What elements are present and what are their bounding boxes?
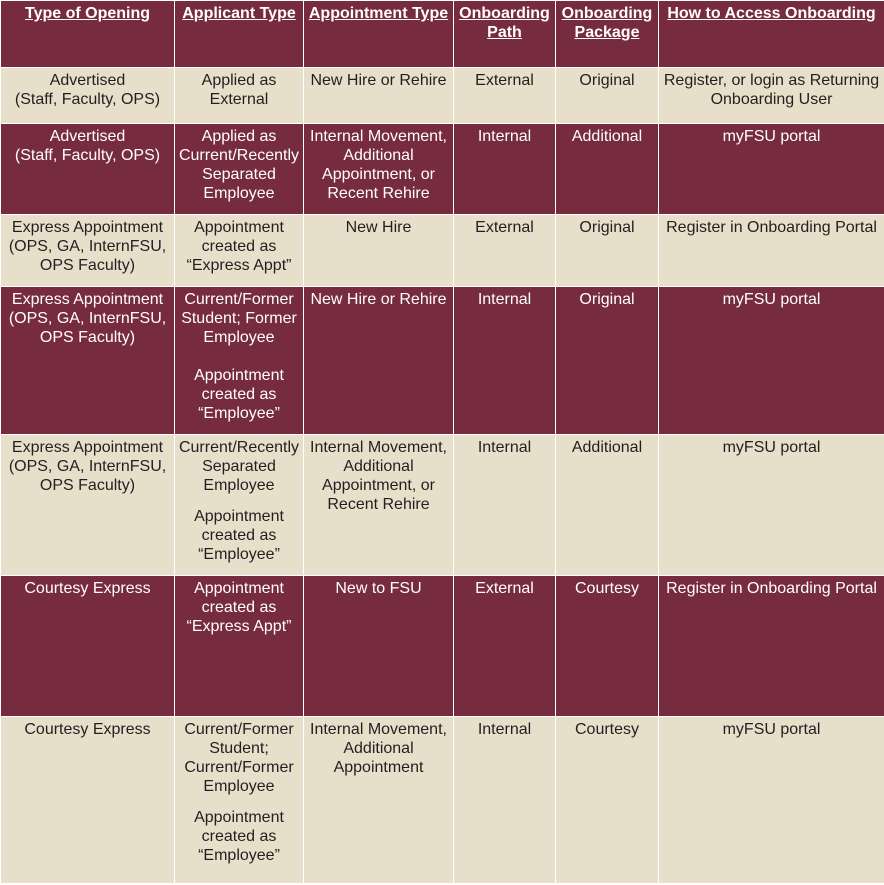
header-onboarding-path: Onboarding Path [454, 1, 556, 68]
table-row [1, 68, 884, 124]
cell-type-of-opening [1, 435, 175, 576]
table-row [1, 576, 884, 717]
cell-text: Advertised (Staff, Faculty, OPS) [14, 72, 161, 108]
cell-text: Express Appointment (OPS, GA, InternFSU, OPS Faculty) [8, 439, 167, 494]
cell-type-of-opening [1, 215, 175, 287]
cell-text: New Hire or Rehire [310, 72, 447, 89]
cell-text: Applied as External [201, 72, 277, 108]
cell-text: Internal [477, 291, 532, 308]
cell-how-to-access [659, 215, 884, 287]
cell-text: myFSU portal [722, 291, 821, 308]
cell-text: External [475, 72, 534, 89]
cell-onboarding-path [454, 576, 556, 717]
cell-text: Internal Movement, Additional Appointment, or Recent Rehire [310, 128, 447, 202]
cell-type-of-opening [1, 717, 175, 884]
cell-text: Applied as Current/Recently Separated Employee [178, 128, 300, 202]
cell-text: Advertised (Staff, Faculty, OPS) [14, 128, 161, 164]
cell-onboarding-package [556, 717, 659, 884]
cell-text: External [475, 580, 534, 597]
table-row [1, 717, 884, 884]
cell-text: Current/Former Student; Current/Former Employee [184, 721, 294, 795]
cell-text: Current/Former Student; Former Employee [181, 291, 297, 346]
cell-text: Additional [571, 128, 643, 145]
cell-how-to-access [659, 717, 884, 884]
cell-text: Additional [571, 439, 643, 456]
cell-text: myFSU portal [722, 439, 821, 456]
cell-how-to-access [659, 576, 884, 717]
table-body [1, 68, 884, 884]
cell-text: Current/Recently Separated Employee [178, 439, 300, 494]
cell-applicant-type [175, 68, 304, 124]
cell-onboarding-path [454, 717, 556, 884]
cell-text: Appointment created as “Express Appt” [186, 580, 292, 635]
header-applicant-type: Applicant Type [175, 1, 304, 68]
cell-applicant-type [175, 287, 304, 435]
cell-type-of-opening [1, 287, 175, 435]
table-row [1, 287, 884, 435]
cell-text: Internal [477, 128, 532, 145]
cell-applicant-type [175, 124, 304, 215]
cell-text: Internal Movement, Additional Appointment [310, 721, 447, 776]
cell-onboarding-package [556, 68, 659, 124]
cell-onboarding-package [556, 435, 659, 576]
cell-text: New Hire or Rehire [310, 291, 447, 308]
cell-text: myFSU portal [722, 128, 821, 145]
cell-text: myFSU portal [722, 721, 821, 738]
cell-text: Express Appointment (OPS, GA, InternFSU, OPS Faculty) [8, 291, 167, 346]
cell-text: Internal [477, 721, 532, 738]
cell-type-of-opening [1, 576, 175, 717]
cell-text: Register, or login as Returning Onboarding User [663, 72, 880, 108]
cell-appointment-type [304, 215, 454, 287]
cell-text: Appointment created as “Employee” [194, 367, 284, 422]
cell-text: New to FSU [335, 580, 422, 597]
cell-text: Original [579, 291, 635, 308]
cell-text: New Hire [345, 219, 412, 236]
header-how-to-access: How to Access Onboarding [659, 1, 884, 68]
cell-how-to-access [659, 68, 884, 124]
cell-onboarding-path [454, 435, 556, 576]
cell-text: Internal [477, 439, 532, 456]
cell-text: External [475, 219, 534, 236]
cell-onboarding-path [454, 287, 556, 435]
cell-how-to-access [659, 287, 884, 435]
cell-onboarding-package [556, 287, 659, 435]
cell-how-to-access [659, 435, 884, 576]
cell-appointment-type [304, 435, 454, 576]
cell-appointment-type [304, 576, 454, 717]
cell-text: Courtesy Express [24, 580, 151, 597]
header-onboarding-package: Onboarding Package [556, 1, 659, 68]
cell-onboarding-package [556, 215, 659, 287]
table-row [1, 124, 884, 215]
cell-onboarding-package [556, 124, 659, 215]
cell-onboarding-path [454, 215, 556, 287]
header-type-of-opening: Type of Opening [1, 1, 175, 68]
table-row [1, 435, 884, 576]
cell-applicant-type [175, 215, 304, 287]
cell-how-to-access [659, 124, 884, 215]
cell-text: Internal Movement, Additional Appointment, or Recent Rehire [310, 439, 447, 513]
cell-text: Courtesy [574, 580, 640, 597]
cell-appointment-type [304, 717, 454, 884]
cell-applicant-type [175, 717, 304, 884]
cell-appointment-type [304, 287, 454, 435]
cell-text: Express Appointment (OPS, GA, InternFSU, OPS Faculty) [8, 219, 167, 274]
cell-onboarding-path [454, 68, 556, 124]
table-row [1, 215, 884, 287]
cell-text: Courtesy Express [24, 721, 151, 738]
cell-text: Original [579, 219, 635, 236]
header-row [1, 1, 884, 68]
cell-text: Appointment created as “Employee” [194, 508, 284, 563]
cell-onboarding-package [556, 576, 659, 717]
cell-appointment-type [304, 68, 454, 124]
cell-type-of-opening [1, 68, 175, 124]
cell-text: Register in Onboarding Portal [666, 580, 877, 597]
cell-type-of-opening [1, 124, 175, 215]
cell-applicant-type [175, 576, 304, 717]
cell-text: Register in Onboarding Portal [666, 219, 877, 236]
cell-onboarding-path [454, 124, 556, 215]
cell-applicant-type [175, 435, 304, 576]
cell-appointment-type [304, 124, 454, 215]
header-appointment-type: Appointment Type [304, 1, 454, 68]
cell-text: Appointment created as “Express Appt” [186, 219, 292, 274]
cell-text: Courtesy [574, 721, 640, 738]
cell-text: Original [579, 72, 635, 89]
cell-text: Appointment created as “Employee” [194, 809, 284, 864]
